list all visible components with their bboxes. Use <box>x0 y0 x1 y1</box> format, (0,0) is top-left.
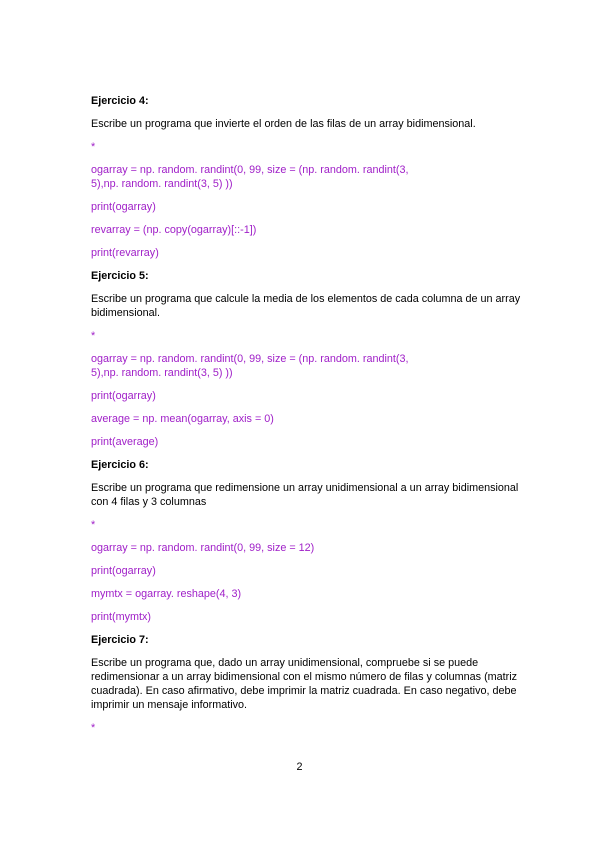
code-line: print(ogarray) <box>91 565 156 577</box>
exercise-section <box>91 633 521 735</box>
code-line: * <box>91 141 96 153</box>
code-line: print(average) <box>91 436 159 448</box>
exercise-statement: Escribe un programa que, dado un array unidimensional, compruebe si se puede redimensionar a un array bidimensional con el mismo número de filas y columnas (matriz cuadrada). En caso afirmativo, debe imprimir la matriz cuadrada. En caso negativo, debe imprimir un mensaje informativo. <box>91 657 518 711</box>
code-line: revarray = (np. copy(ogarray)[::-1]) <box>91 224 257 236</box>
code-line: * <box>91 519 96 531</box>
code-line: print(ogarray) <box>91 390 156 402</box>
exercise-title: Ejercicio 6: <box>91 459 149 471</box>
exercise-statement: Escribe un programa que calcule la media de los elementos de cada columna de un array bidimensional. <box>91 293 521 319</box>
code-line: ogarray = np. random. randint(0, 99, size = (np. random. randint(3, 5),np. random. randint(3, 5) )) <box>91 353 409 379</box>
exercise-section <box>91 269 521 449</box>
exercise-statement: Escribe un programa que redimensione un array unidimensional a un array bidimensional con 4 filas y 3 columnas <box>91 482 519 508</box>
exercise-section <box>91 458 521 624</box>
exercise-title: Ejercicio 4: <box>91 95 149 107</box>
exercise-title: Ejercicio 7: <box>91 634 149 646</box>
code-line: * <box>91 722 96 734</box>
code-line: print(ogarray) <box>91 201 156 213</box>
code-line: * <box>91 330 96 342</box>
page-content <box>91 94 521 744</box>
exercise-title: Ejercicio 5: <box>91 270 149 282</box>
code-line: print(mymtx) <box>91 611 151 623</box>
code-line: average = np. mean(ogarray, axis = 0) <box>91 413 274 425</box>
code-line: ogarray = np. random. randint(0, 99, size = 12) <box>91 542 315 554</box>
code-line: mymtx = ogarray. reshape(4, 3) <box>91 588 242 600</box>
exercise-section <box>91 94 521 260</box>
page-number: 2 <box>296 761 303 773</box>
exercise-statement: Escribe un programa que invierte el orden de las filas de un array bidimensional. <box>91 118 476 130</box>
code-line: ogarray = np. random. randint(0, 99, size = (np. random. randint(3, 5),np. random. randint(3, 5) )) <box>91 164 409 190</box>
code-line: print(revarray) <box>91 247 159 259</box>
